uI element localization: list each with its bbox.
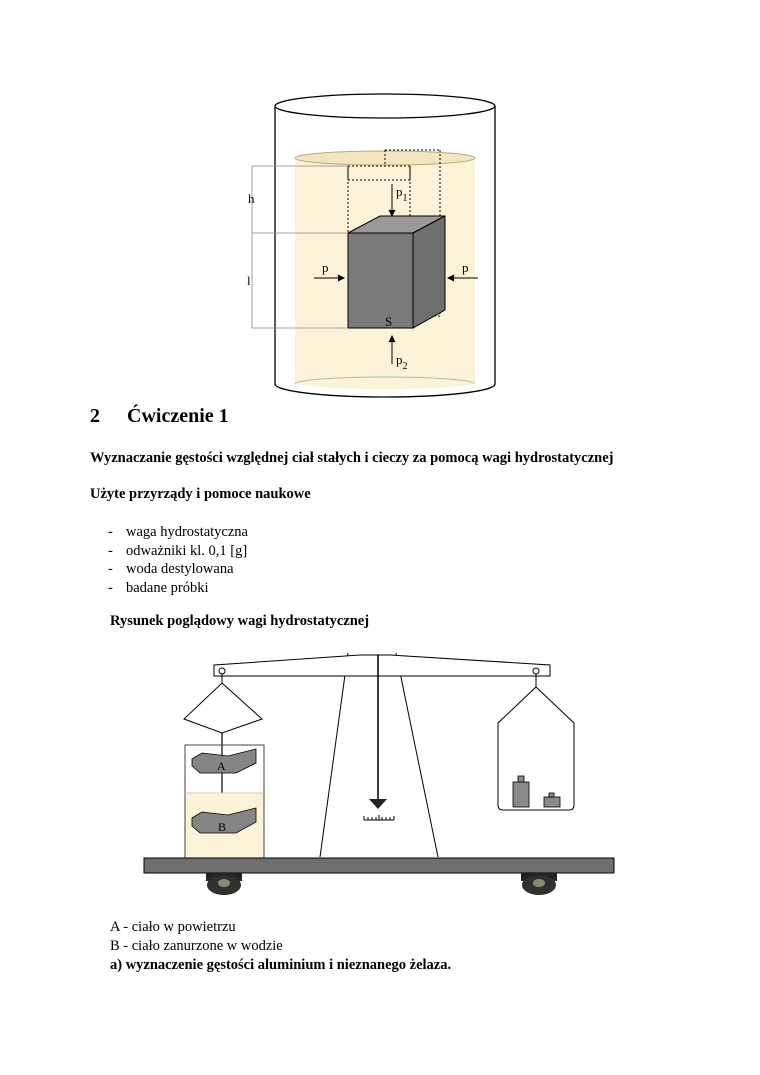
list-item: - odważniki kl. 0,1 [g] xyxy=(108,542,248,559)
balance-beam xyxy=(214,655,550,676)
task-a: a) wyznaczenie gęstości aluminium i nieznanego żelaza. xyxy=(110,957,452,973)
balance-base xyxy=(144,858,614,873)
balance-stand xyxy=(320,653,438,857)
label-h: h xyxy=(248,191,255,206)
sample-b-label: B xyxy=(218,820,227,834)
label-p-left: p xyxy=(322,260,329,275)
right-foot xyxy=(521,873,557,895)
figure2-caption: Rysunek poglądowy wagi hydrostatycznej xyxy=(110,613,370,629)
cylinder-top-rim xyxy=(275,94,495,118)
instruments-list xyxy=(108,523,248,597)
legend-a: A - ciało w powietrzu xyxy=(110,919,236,935)
section-title: Ćwiczenie 1 xyxy=(127,405,229,427)
weight-small xyxy=(544,797,560,807)
right-pan xyxy=(498,674,574,810)
instruments-heading: Użyte przyrządy i pomoce naukowe xyxy=(90,486,311,502)
list-item: - waga hydrostatyczna xyxy=(108,524,248,540)
weight-small-knob xyxy=(549,793,554,797)
section-subtitle: Wyznaczanie gęstości względnej ciał stałych i cieczy za pomocą wagi hydrostatycznej xyxy=(90,450,614,466)
label-p-right: p xyxy=(462,260,469,275)
label-p1: $p_1$ xyxy=(396,184,408,204)
label-p2: $p_2$ xyxy=(396,352,408,372)
pointer-scale xyxy=(364,815,394,820)
figure-pressure-diagram xyxy=(240,88,530,406)
weight-large xyxy=(513,782,529,807)
sample-a-label: A xyxy=(217,759,226,773)
label-s: S xyxy=(385,314,393,329)
figure-hydrostatic-balance xyxy=(140,645,620,905)
left-hook-pivot xyxy=(219,668,225,674)
right-hook-pivot xyxy=(533,668,539,674)
section-number: 2 xyxy=(90,405,100,427)
legend-b: B - ciało zanurzone w wodzie xyxy=(110,938,283,954)
legend xyxy=(110,918,451,975)
pointer-tip xyxy=(369,799,387,809)
list-item: - woda destylowana xyxy=(108,561,234,577)
left-foot xyxy=(206,873,242,895)
label-l: l xyxy=(247,273,251,288)
section-heading xyxy=(90,405,229,428)
weight-large-knob xyxy=(518,776,524,782)
immersed-block xyxy=(348,216,445,328)
list-item: - badane próbki xyxy=(108,579,209,596)
